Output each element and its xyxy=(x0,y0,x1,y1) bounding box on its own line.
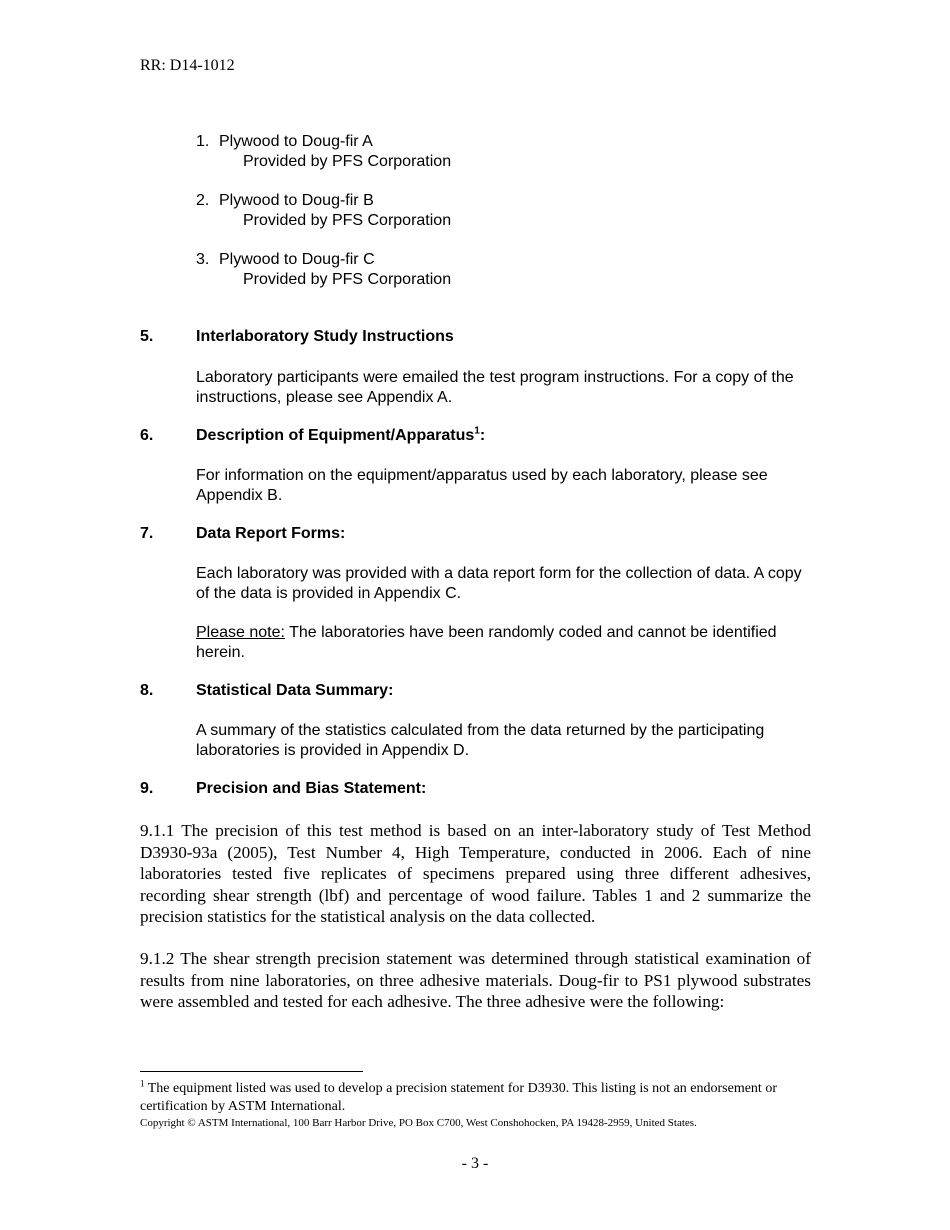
footnote-text: The equipment listed was used to develop a precision statement for D3930. This listing is not an endorsement or certification by ASTM International. xyxy=(140,1081,777,1114)
footnote-ref: 1 xyxy=(474,425,480,437)
footnote-rule xyxy=(140,1071,363,1072)
material-title: Plywood to Doug-fir C xyxy=(219,251,375,268)
paragraph-9-1-1: 9.1.1 The precision of this test method is based on an inter-laboratory study of Test Method D3930-93a (2005), Test Number 4, High Temperature, conducted in 2006. Each of nine laboratories tested five replicates of specimens prepared using three different adhesives, recording shear strength (lbf) and percentage of wood failure. Tables 1 and 2 summarize the precision statistics for the statistical analysis on the data collected. xyxy=(140,821,811,926)
section-7-text: Each laboratory was provided with a data report form for the collection of data. A copy of the data is provided in Appendix C. xyxy=(196,565,802,602)
note-label: Please note: xyxy=(196,624,285,641)
section-6-number: 6. xyxy=(140,427,154,444)
footnote-marker: 1 xyxy=(140,1078,145,1089)
material-number: 1. xyxy=(196,133,210,150)
material-number: 2. xyxy=(196,192,210,209)
section-8-title: Statistical Data Summary: xyxy=(196,682,394,699)
material-title: Plywood to Doug-fir A xyxy=(219,133,373,150)
section-6-title-text: Description of Equipment/Apparatus xyxy=(196,427,475,444)
material-provider: Provided by PFS Corporation xyxy=(243,271,452,288)
material-item-2 xyxy=(196,191,451,231)
section-9-number: 9. xyxy=(140,780,154,797)
material-item-3 xyxy=(196,250,451,290)
paragraph-9-1-2: 9.1.2 The shear strength precision statement was determined through statistical examination of results from nine laboratories, on three adhesive materials. Doug-fir to PS1 plywood substrates were assembled and tested for each adhesive. The three adhesive were the following: xyxy=(140,949,811,1011)
page-number: - 3 - xyxy=(461,1155,489,1172)
material-provider: Provided by PFS Corporation xyxy=(243,153,452,170)
section-8-text: A summary of the statistics calculated from the data returned by the participating laboratories is provided in Appendix D. xyxy=(196,722,765,759)
section-5-number: 5. xyxy=(140,328,154,345)
section-7-title: Data Report Forms: xyxy=(196,525,346,542)
material-title: Plywood to Doug-fir B xyxy=(219,192,374,209)
section-5-title: Interlaboratory Study Instructions xyxy=(196,328,454,345)
section-5-text: Laboratory participants were emailed the test program instructions. For a copy of the instructions, please see Appendix A. xyxy=(196,369,794,406)
section-6-title xyxy=(196,427,485,445)
material-item-1 xyxy=(196,132,451,172)
report-id: RR: D14-1012 xyxy=(140,57,235,74)
note-text: The laboratories have been randomly coded and cannot be identified herein. xyxy=(196,624,777,661)
section-6-title-suffix: : xyxy=(479,427,486,444)
copyright-notice: Copyright © ASTM International, 100 Barr Harbor Drive, PO Box C700, West Conshohocken, PA 19428-2959, United States. xyxy=(140,1117,697,1129)
section-9-title: Precision and Bias Statement: xyxy=(196,780,427,797)
footnote xyxy=(140,1080,800,1115)
section-7-number: 7. xyxy=(140,525,154,542)
section-7-note xyxy=(196,623,812,663)
section-6-text: For information on the equipment/apparatus used by each laboratory, please see Appendix B. xyxy=(196,467,768,504)
material-provider: Provided by PFS Corporation xyxy=(243,212,452,229)
section-8-number: 8. xyxy=(140,682,154,699)
material-number: 3. xyxy=(196,251,210,268)
